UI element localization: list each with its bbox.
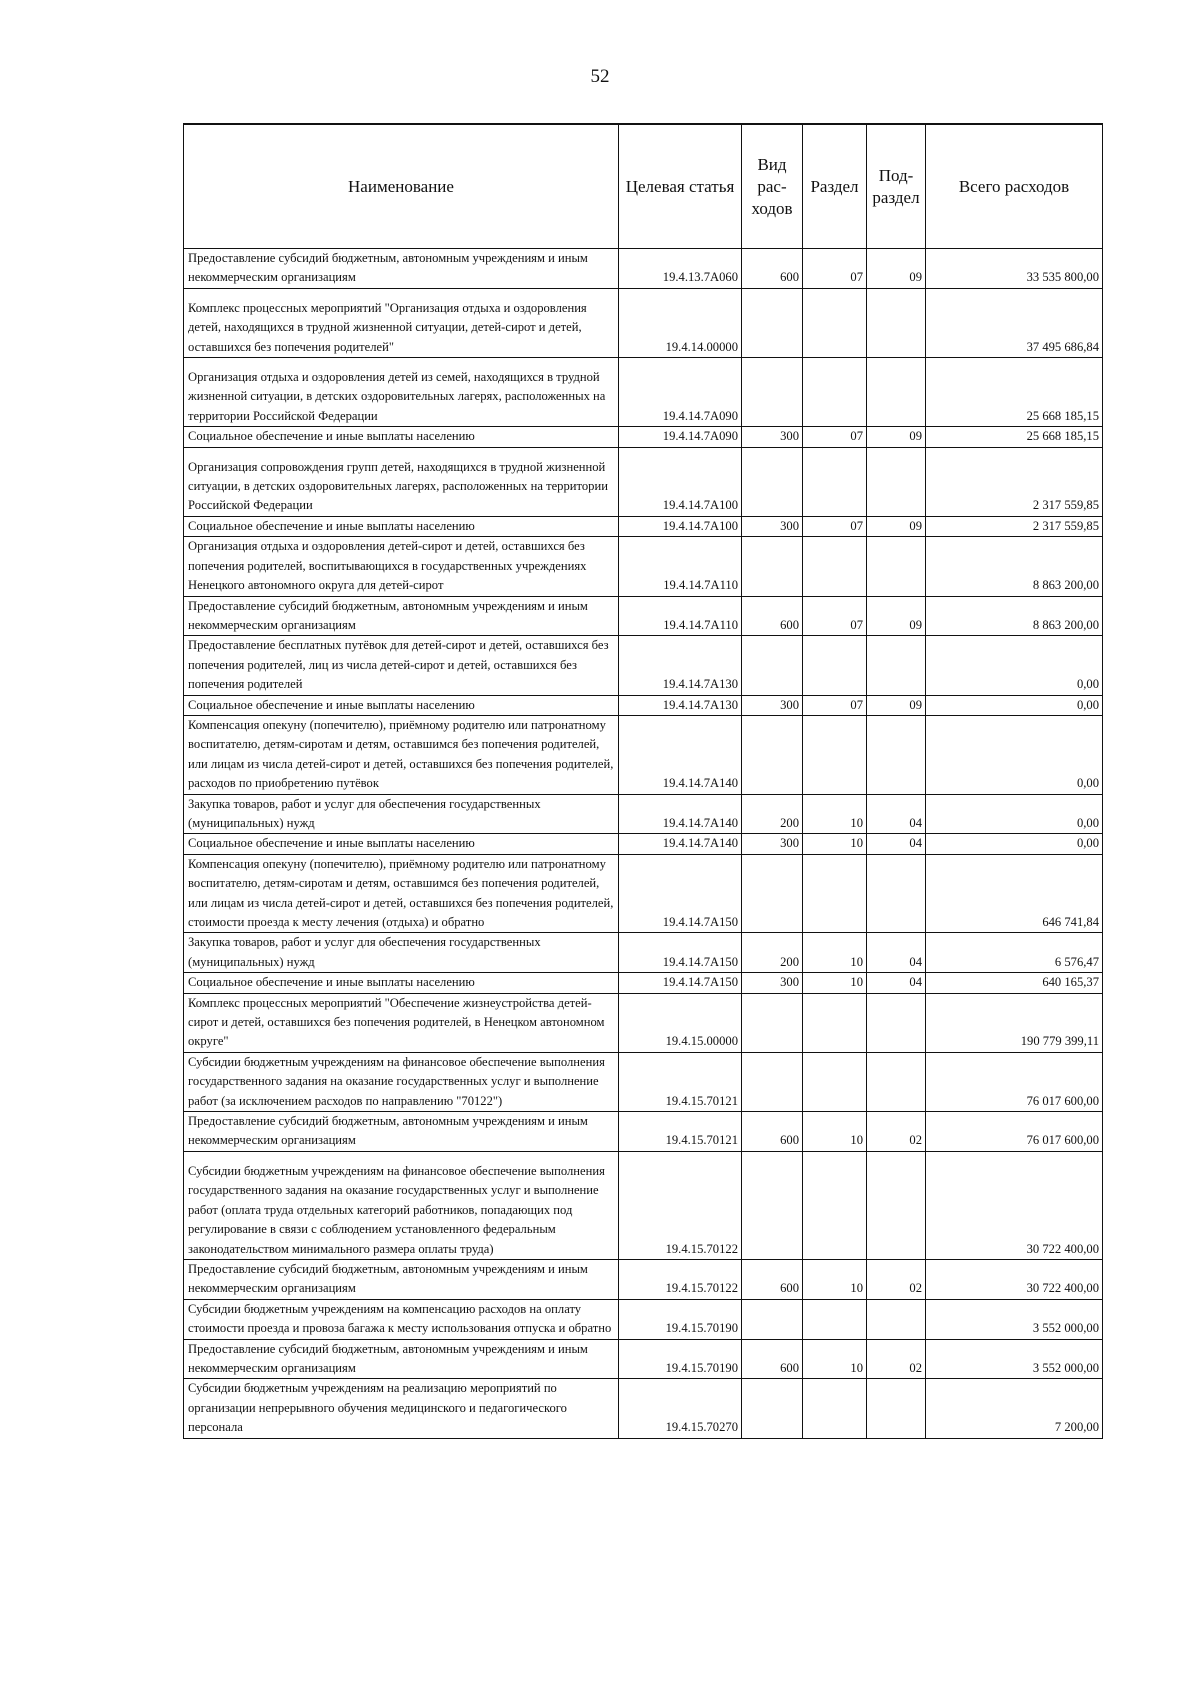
cell-name: Комплекс процессных мероприятий "Обеспечение жизнеустройства детей-сирот и детей, оставшихся без попечения родителей, в Ненецком автономном округе" [184,993,619,1052]
budget-table [183,123,1103,1439]
cell-total: 76 017 600,00 [926,1112,1103,1152]
cell-razdel: 10 [803,973,867,993]
cell-vid [742,358,803,427]
cell-podrazdel [867,447,926,516]
cell-target: 19.4.14.7А110 [619,537,742,596]
header-vid [742,124,803,249]
table-row [184,1052,1103,1111]
cell-razdel [803,288,867,357]
cell-podrazdel: 04 [867,834,926,854]
cell-razdel: 10 [803,1339,867,1379]
cell-podrazdel [867,1052,926,1111]
table-row [184,596,1103,636]
cell-podrazdel [867,1379,926,1438]
cell-razdel [803,1151,867,1259]
cell-vid: 200 [742,933,803,973]
cell-name: Организация отдыха и оздоровления детей-сирот и детей, оставшихся без попечения родителей, воспитывающихся в государственных учреждениях Ненецкого автономного округа для детей-сирот [184,537,619,596]
cell-podrazdel [867,854,926,933]
cell-target: 19.4.14.7А110 [619,596,742,636]
cell-podrazdel [867,715,926,794]
cell-name: Предоставление субсидий бюджетным, автономным учреждениям и иным некоммерческим организациям [184,596,619,636]
cell-podrazdel: 09 [867,249,926,289]
table-row [184,516,1103,536]
cell-razdel [803,1299,867,1339]
cell-razdel [803,537,867,596]
cell-razdel [803,1052,867,1111]
cell-target: 19.4.15.70190 [619,1339,742,1379]
cell-vid [742,1299,803,1339]
cell-razdel [803,636,867,695]
cell-vid: 300 [742,516,803,536]
cell-razdel [803,1379,867,1438]
cell-podrazdel: 02 [867,1112,926,1152]
cell-total: 37 495 686,84 [926,288,1103,357]
cell-razdel: 10 [803,1259,867,1299]
cell-target: 19.4.15.70190 [619,1299,742,1339]
cell-total: 3 552 000,00 [926,1339,1103,1379]
cell-razdel [803,447,867,516]
cell-podrazdel [867,1299,926,1339]
cell-target: 19.4.15.70121 [619,1052,742,1111]
header-razdel: Раздел [803,124,867,249]
cell-name: Закупка товаров, работ и услуг для обеспечения государственных (муниципальных) нужд [184,794,619,834]
cell-vid: 600 [742,1259,803,1299]
cell-razdel: 10 [803,794,867,834]
cell-total: 0,00 [926,794,1103,834]
cell-name: Предоставление субсидий бюджетным, автономным учреждениям и иным некоммерческим организациям [184,1259,619,1299]
cell-podrazdel: 09 [867,427,926,447]
header-target: Целевая статья [619,124,742,249]
table-row [184,973,1103,993]
table-row [184,427,1103,447]
cell-name: Социальное обеспечение и иные выплаты населению [184,427,619,447]
cell-total: 0,00 [926,636,1103,695]
table-row [184,1379,1103,1438]
cell-podrazdel [867,358,926,427]
cell-target: 19.4.14.7А140 [619,834,742,854]
cell-vid: 300 [742,834,803,854]
cell-vid [742,1052,803,1111]
table-row [184,933,1103,973]
cell-total: 2 317 559,85 [926,516,1103,536]
cell-vid [742,854,803,933]
header-name: Наименование [184,124,619,249]
cell-vid [742,1151,803,1259]
table-row [184,695,1103,715]
cell-podrazdel [867,993,926,1052]
table-row [184,249,1103,289]
cell-vid: 200 [742,794,803,834]
cell-target: 19.4.15.70121 [619,1112,742,1152]
header-podrazdel-line2: раздел [872,187,920,207]
cell-name: Предоставление бесплатных путёвок для детей-сирот и детей, оставшихся без попечения родителей, лиц из числа детей-сирот и детей, оставшихся без попечения родителей [184,636,619,695]
header-vid-line2: рас- [757,176,787,196]
cell-target: 19.4.15.70122 [619,1259,742,1299]
cell-podrazdel: 04 [867,933,926,973]
cell-total: 25 668 185,15 [926,427,1103,447]
cell-podrazdel: 09 [867,596,926,636]
cell-total: 30 722 400,00 [926,1151,1103,1259]
cell-total: 33 535 800,00 [926,249,1103,289]
cell-vid: 600 [742,1339,803,1379]
cell-target: 19.4.13.7А060 [619,249,742,289]
header-vid-line1: Вид [757,154,787,174]
cell-podrazdel [867,537,926,596]
cell-razdel: 07 [803,695,867,715]
cell-name: Предоставление субсидий бюджетным, автономным учреждениям и иным некоммерческим организациям [184,1112,619,1152]
cell-target: 19.4.14.7А100 [619,516,742,536]
cell-name: Организация отдыха и оздоровления детей из семей, находящихся в трудной жизненной ситуации, в детских оздоровительных лагерях, расположенных на территории Российской Федерации [184,358,619,427]
cell-vid: 300 [742,973,803,993]
cell-razdel [803,715,867,794]
cell-podrazdel [867,636,926,695]
cell-target: 19.4.14.7А140 [619,715,742,794]
cell-podrazdel: 09 [867,695,926,715]
table-row [184,447,1103,516]
cell-vid [742,447,803,516]
cell-vid [742,993,803,1052]
cell-total: 0,00 [926,834,1103,854]
cell-podrazdel [867,1151,926,1259]
cell-name: Закупка товаров, работ и услуг для обеспечения государственных (муниципальных) нужд [184,933,619,973]
table-row [184,358,1103,427]
cell-vid [742,1379,803,1438]
cell-name: Комплекс процессных мероприятий "Организация отдыха и оздоровления детей, находящихся в трудной жизненной ситуации, детей-сирот и детей, оставшихся без попечения родителей" [184,288,619,357]
table-row [184,537,1103,596]
table-row [184,715,1103,794]
cell-target: 19.4.14.7А100 [619,447,742,516]
table-row [184,1259,1103,1299]
cell-target: 19.4.14.7А090 [619,427,742,447]
table-header [184,124,1103,249]
cell-razdel [803,358,867,427]
cell-name: Субсидии бюджетным учреждениям на финансовое обеспечение выполнения государственного задания на оказание государственных услуг и выполнение работ (за исключением расходов по направлению "70122") [184,1052,619,1111]
cell-total: 640 165,37 [926,973,1103,993]
table-row [184,636,1103,695]
cell-vid: 300 [742,695,803,715]
cell-name: Предоставление субсидий бюджетным, автономным учреждениям и иным некоммерческим организациям [184,249,619,289]
cell-podrazdel: 02 [867,1339,926,1379]
page-number: 52 [590,66,610,87]
cell-vid [742,288,803,357]
cell-target: 19.4.14.00000 [619,288,742,357]
cell-razdel: 10 [803,834,867,854]
header-vid-line3: ходов [751,198,793,218]
cell-total: 2 317 559,85 [926,447,1103,516]
cell-razdel [803,993,867,1052]
cell-podrazdel: 04 [867,973,926,993]
cell-vid [742,537,803,596]
table-row [184,834,1103,854]
cell-name: Компенсация опекуну (попечителю), приёмному родителю или патронатному воспитателю, детям-сиротам и детям, оставшимся без попечения родителей, или лицам из числа детей-сирот и детей, оставшихся без попечения родителей, расходов по приобретению путёвок [184,715,619,794]
cell-name: Субсидии бюджетным учреждениям на компенсацию расходов на оплату стоимости проезда и провоза багажа к месту использования отпуска и обратно [184,1299,619,1339]
cell-total: 6 576,47 [926,933,1103,973]
cell-podrazdel: 02 [867,1259,926,1299]
table-row [184,993,1103,1052]
table-body [184,249,1103,1439]
cell-name: Компенсация опекуну (попечителю), приёмному родителю или патронатному воспитателю, детям-сиротам и детям, оставшимся без попечения родителей, или лицам из числа детей-сирот и детей, оставшихся без попечения родителей, стоимости проезда к месту лечения (отдыха) и обратно [184,854,619,933]
cell-name: Социальное обеспечение и иные выплаты населению [184,973,619,993]
table-row [184,1299,1103,1339]
cell-name: Социальное обеспечение и иные выплаты населению [184,516,619,536]
cell-target: 19.4.14.7А140 [619,794,742,834]
cell-name: Субсидии бюджетным учреждениям на финансовое обеспечение выполнения государственного задания на оказание государственных услуг и выполнение работ (оплата труда отдельных категорий работников, попадающих под регулирование в связи с соблюдением установленного федеральным законодательством минимального размера оплаты труда) [184,1151,619,1259]
cell-total: 646 741,84 [926,854,1103,933]
table-row [184,794,1103,834]
cell-razdel: 10 [803,1112,867,1152]
table-row [184,1112,1103,1152]
cell-total: 30 722 400,00 [926,1259,1103,1299]
cell-vid [742,636,803,695]
cell-vid: 600 [742,249,803,289]
cell-target: 19.4.14.7А150 [619,973,742,993]
cell-vid: 300 [742,427,803,447]
header-podrazdel-line1: Под- [878,165,914,185]
cell-target: 19.4.14.7А130 [619,695,742,715]
cell-total: 8 863 200,00 [926,537,1103,596]
cell-razdel: 10 [803,933,867,973]
cell-razdel [803,854,867,933]
cell-vid [742,715,803,794]
cell-target: 19.4.14.7А150 [619,933,742,973]
cell-total: 76 017 600,00 [926,1052,1103,1111]
cell-total: 7 200,00 [926,1379,1103,1438]
cell-name: Предоставление субсидий бюджетным, автономным учреждениям и иным некоммерческим организациям [184,1339,619,1379]
cell-total: 25 668 185,15 [926,358,1103,427]
header-total: Всего расходов [926,124,1103,249]
cell-total: 8 863 200,00 [926,596,1103,636]
cell-name: Организация сопровождения групп детей, находящихся в трудной жизненной ситуации, в детских оздоровительных лагерях, расположенных на территории Российской Федерации [184,447,619,516]
cell-total: 3 552 000,00 [926,1299,1103,1339]
cell-podrazdel [867,288,926,357]
cell-vid: 600 [742,596,803,636]
cell-name: Субсидии бюджетным учреждениям на реализацию мероприятий по организации непрерывного обучения медицинского и педагогического персонала [184,1379,619,1438]
cell-total: 0,00 [926,715,1103,794]
cell-razdel: 07 [803,249,867,289]
cell-razdel: 07 [803,427,867,447]
cell-target: 19.4.15.70122 [619,1151,742,1259]
cell-target: 19.4.14.7А130 [619,636,742,695]
cell-target: 19.4.15.00000 [619,993,742,1052]
table-row [184,288,1103,357]
cell-podrazdel: 04 [867,794,926,834]
table-row [184,1151,1103,1259]
cell-vid: 600 [742,1112,803,1152]
cell-target: 19.4.14.7А090 [619,358,742,427]
cell-name: Социальное обеспечение и иные выплаты населению [184,695,619,715]
cell-total: 0,00 [926,695,1103,715]
table-row [184,854,1103,933]
cell-target: 19.4.14.7А150 [619,854,742,933]
cell-name: Социальное обеспечение и иные выплаты населению [184,834,619,854]
cell-razdel: 07 [803,516,867,536]
cell-target: 19.4.15.70270 [619,1379,742,1438]
cell-total: 190 779 399,11 [926,993,1103,1052]
header-podrazdel [867,124,926,249]
cell-podrazdel: 09 [867,516,926,536]
cell-razdel: 07 [803,596,867,636]
table-row [184,1339,1103,1379]
